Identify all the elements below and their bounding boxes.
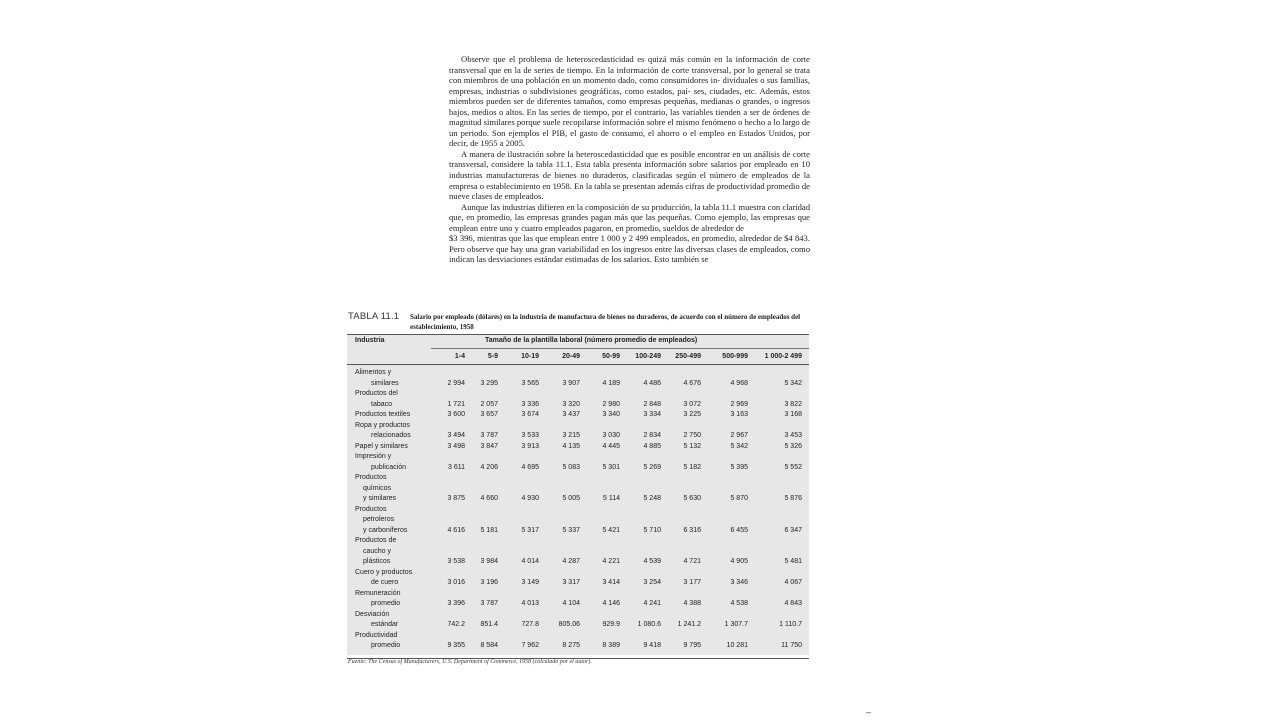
table-cell: 4 445 <box>602 442 620 450</box>
row-label-line: de cuero <box>371 579 399 586</box>
row-label-line: químicos <box>363 484 392 492</box>
table-cell: 4 067 <box>784 579 802 586</box>
row-label-line: Productos de <box>355 537 397 544</box>
table-cell: 929.9 <box>602 621 620 628</box>
table-cell: 3 215 <box>562 432 580 439</box>
table-cell: 1 307.7 <box>724 621 748 628</box>
row-label <box>355 631 431 652</box>
table-cell: 3 254 <box>643 579 661 586</box>
row-label-line: Remuneración <box>355 589 401 597</box>
table-cell: 5 552 <box>784 463 802 471</box>
row-label-line: tabaco <box>371 400 393 408</box>
row-label-line: Papel y similares <box>355 442 408 450</box>
row-label-line: Productos <box>355 474 387 481</box>
row-label-line: Productos textiles <box>355 411 411 418</box>
row-label <box>355 568 431 589</box>
table-cell: 1 721 <box>447 400 465 408</box>
table-header-industry: Industria <box>355 337 385 344</box>
table-cell: 3 163 <box>730 411 748 418</box>
row-label-line: Productividad <box>355 631 398 639</box>
table-cell: 4 388 <box>683 600 701 607</box>
row-label-line: Cuero y productos <box>355 568 413 576</box>
table-cell: 4 721 <box>683 558 701 565</box>
table-cell: 3 396 <box>447 600 465 607</box>
body-text <box>449 54 810 265</box>
table-cell: 2 848 <box>643 400 661 408</box>
table-cell: 3 913 <box>521 442 539 450</box>
table-cell: 3 984 <box>480 558 498 565</box>
table-cell: 5 182 <box>683 463 701 471</box>
row-label-line: Alimentos y <box>355 369 392 376</box>
table-cell: 3 875 <box>447 495 465 502</box>
table-cell: 4 241 <box>643 600 661 607</box>
table-cell: 5 317 <box>521 526 539 534</box>
table-cell: 9 418 <box>643 642 661 649</box>
table-cell: 5 630 <box>683 495 701 502</box>
table-cell: 1 080.6 <box>637 621 661 628</box>
page-footer-mark: – <box>866 707 872 717</box>
table-cell: 3 907 <box>562 379 580 387</box>
table-cell: 4 014 <box>521 558 539 565</box>
table-cell: 5 342 <box>730 442 748 450</box>
row-label-line: Ropa y productos <box>355 421 410 429</box>
table-cell: 4 905 <box>730 558 748 565</box>
table-cell: 4 539 <box>643 558 661 565</box>
table-cell: 4 660 <box>480 495 498 502</box>
table-header-rule <box>347 364 809 365</box>
table-cell: 5 342 <box>784 379 802 387</box>
table-cell: 3 225 <box>683 411 701 418</box>
row-label-line: similares <box>371 379 399 387</box>
row-label <box>355 473 431 505</box>
table-cell: 4 486 <box>643 379 661 387</box>
table-cell: 5 876 <box>784 495 802 502</box>
row-label-line: caucho y <box>363 547 392 555</box>
table-cell: 6 316 <box>683 526 701 534</box>
column-header: 20-49 <box>562 353 580 360</box>
table-cell: 5 181 <box>480 526 498 534</box>
table-cell: 3 295 <box>480 379 498 387</box>
table-cell: 5 005 <box>562 495 580 502</box>
table-cell: 2 969 <box>730 400 748 408</box>
table-cell: 5 326 <box>784 442 802 450</box>
column-header: 500-999 <box>722 353 748 360</box>
data-table <box>347 334 809 655</box>
table-cell: 3 334 <box>643 411 661 418</box>
row-label <box>355 452 431 473</box>
table-cell: 3 336 <box>521 400 539 408</box>
table-cell: 3 657 <box>480 411 498 418</box>
row-label-line: promedio <box>371 600 401 607</box>
table-cell: 742.2 <box>447 621 465 628</box>
table-cell: 3 611 <box>448 463 465 471</box>
table-cell: 5 337 <box>562 526 580 534</box>
column-header: 50-99 <box>602 353 620 360</box>
row-label-line: Desviación <box>355 610 390 618</box>
table-cell: 4 287 <box>562 558 580 565</box>
row-label-line: promedio <box>371 642 401 649</box>
column-header: 1-4 <box>454 353 465 360</box>
table-cell: 3 437 <box>562 411 580 418</box>
table-cell: 5 710 <box>643 526 661 534</box>
table-cell: 8 275 <box>562 642 580 649</box>
table-cell: 5 481 <box>784 558 802 565</box>
table-cell: 4 135 <box>562 442 580 450</box>
table-cell: 10 281 <box>726 642 748 649</box>
table-cell: 7 962 <box>521 642 539 649</box>
table-cell: 4 695 <box>521 463 539 471</box>
table-cell: 3 177 <box>683 579 701 586</box>
table-cell: 5 421 <box>602 526 620 534</box>
table-cell: 1 241.2 <box>677 621 701 628</box>
column-header: 250-499 <box>675 353 701 360</box>
table-cell: 4 221 <box>602 558 620 565</box>
row-label <box>355 536 431 568</box>
row-label <box>355 368 431 389</box>
table-cell: 9 795 <box>683 642 701 649</box>
table-cell: 805.06 <box>558 621 580 628</box>
table-cell: 4 206 <box>480 463 498 471</box>
row-label-line: y similares <box>363 495 397 502</box>
table-cell: 8 389 <box>602 642 620 649</box>
table-cell: 4 189 <box>602 379 620 387</box>
table-cell: 4 616 <box>447 526 465 534</box>
row-label-line: Productos <box>355 505 387 513</box>
table-cell: 3 822 <box>784 400 802 408</box>
table-subheader-rule <box>431 348 809 349</box>
table-label: TABLA 11.1 <box>348 311 400 322</box>
table-cell: 2 057 <box>480 400 498 408</box>
table-cell: 3 533 <box>521 432 539 439</box>
column-header: 5-9 <box>487 353 498 360</box>
column-header: 100-249 <box>635 353 661 360</box>
table-cell: 2 967 <box>730 432 748 439</box>
table-cell: 3 030 <box>602 432 620 439</box>
column-header: 10-19 <box>521 353 539 360</box>
table-cell: 6 455 <box>730 526 748 534</box>
table-cell: 5 269 <box>643 463 661 471</box>
table-cell: 2 980 <box>602 400 620 408</box>
table-cell: 3 317 <box>562 579 580 586</box>
table-top-rule <box>347 334 809 335</box>
table-cell: 4 013 <box>521 600 539 607</box>
row-label-line: relacionados <box>371 432 411 439</box>
table-cell: 3 498 <box>447 442 465 450</box>
table-cell: 3 072 <box>683 400 701 408</box>
paragraph-4: $3 396, mientras que las que emplean entre 1 000 y 2 499 empleados, en promedio, alrededor de $4 843. Pero observe que hay una gran variabilidad en los ingresos entre las diversas clases de empleados, como indican las desviaciones estándar estimadas de los salarios. Esto también se <box>449 233 810 265</box>
table-cell: 2 994 <box>447 379 465 387</box>
paragraph-3: Aunque las industrias difieren en la composición de su producción, la tabla 11.1 muestra con claridad que, en promedio, las empresas grandes pagan más que las pequeñas. Como ejemplo, las empresas que emplean entre uno y cuatro empleados pagaron, en promedio, sueldos de alrededor de <box>449 201 810 233</box>
table-cell: 5 301 <box>602 463 620 471</box>
table-header-size: Tamaño de la plantilla laboral (número promedio de empleados) <box>485 337 698 344</box>
table-cell: 4 146 <box>602 600 620 607</box>
table-cell: 4 930 <box>521 495 539 502</box>
table-cell: 4 676 <box>683 379 701 387</box>
column-header: 1 000-2 499 <box>764 353 802 360</box>
row-label-line: Impresión y <box>355 453 392 460</box>
table-cell: 3 453 <box>784 432 802 439</box>
table-cell: 2 750 <box>683 432 701 439</box>
row-label <box>355 442 431 453</box>
table-cell: 3 016 <box>447 579 465 586</box>
paragraph-1: Observe que el problema de heteroscedasticidad es quizá más común en la información de corte transversal que en la de series de tiempo. En la información de corte transversal, por lo general se trata con miembros de una población en un momento dado, como consumidores in- dividuales o sus familias, empresas, industrias o subdivisiones geográficas, como estados, paí- ses, ciudades, etc. Además, estos miembros pueden ser de diferentes tamaños, como empresas pequeñas, medianas o grandes, o ingresos bajos, medios o altos. En las series de tiempo, por el contrario, las variables tienden a ser de órdenes de magnitud similares porque suele recopilarse información sobre el mismo fenómeno o hecho a lo largo de un periodo. Son ejemplos el PIB, el gasto de consumo, el ahorro o el empleo en Estados Unidos, por decir, de 1955 a 2005. <box>449 54 810 149</box>
table-cell: 2 834 <box>643 432 661 439</box>
row-label <box>355 389 431 410</box>
table-cell: 11 750 <box>781 642 802 649</box>
table-cell: 8 584 <box>480 642 498 649</box>
table-cell: 3 340 <box>602 411 620 418</box>
table-cell: 3 494 <box>447 432 465 439</box>
row-label-line: plásticos <box>363 558 391 565</box>
table-cell: 3 847 <box>480 442 498 450</box>
table-title: Salario por empleado (dólares) en la industria de manufactura de bienes no duraderos, de acuerdo con el número de empleados del establecimiento, 1958 <box>410 313 801 331</box>
table-cell: 5 114 <box>603 495 620 502</box>
table-source: Fuente: The Census of Manufacturers, U.S. Department of Commerce, 1958 (calculado por el autor). <box>348 659 592 665</box>
table-cell: 5 132 <box>683 442 701 450</box>
table-cell: 5 870 <box>730 495 748 502</box>
table-cell: 3 149 <box>521 579 539 586</box>
row-label <box>355 610 431 631</box>
table-cell: 4 885 <box>643 442 661 450</box>
table-cell: 3 320 <box>562 400 580 408</box>
table-cell: 5 083 <box>562 463 580 471</box>
table-cell: 727.8 <box>521 621 539 628</box>
row-label-line: estándar <box>371 621 399 628</box>
row-label-line: Productos del <box>355 390 398 397</box>
row-label <box>355 589 431 610</box>
table-cell: 3 787 <box>480 432 498 439</box>
table-cell: 3 565 <box>521 379 539 387</box>
row-label <box>355 410 431 421</box>
row-label <box>355 421 431 442</box>
table-cell: 1 110.7 <box>779 621 802 628</box>
table-cell: 4 538 <box>730 600 748 607</box>
table-cell: 3 600 <box>447 411 465 418</box>
table-cell: 3 346 <box>730 579 748 586</box>
row-label-line: petroleros <box>363 516 395 523</box>
row-label-line: y carboníferos <box>363 526 408 534</box>
table-cell: 5 395 <box>730 463 748 471</box>
table-cell: 4 104 <box>562 600 580 607</box>
table-cell: 4 968 <box>730 379 748 387</box>
table-cell: 3 414 <box>602 579 620 586</box>
table-cell: 3 196 <box>480 579 498 586</box>
table-cell: 9 355 <box>447 642 465 649</box>
table-cell: 3 538 <box>447 558 465 565</box>
table-cell: 5 248 <box>643 495 661 502</box>
table-cell: 3 787 <box>480 600 498 607</box>
table-cell: 3 168 <box>784 411 802 418</box>
table-cell: 3 674 <box>521 411 539 418</box>
row-label-line: publicación <box>371 463 407 471</box>
table-cell: 4 843 <box>784 600 802 607</box>
row-label <box>355 505 431 537</box>
table-cell: 6 347 <box>784 526 802 534</box>
table-cell: 851.4 <box>480 621 498 628</box>
paragraph-2: A manera de ilustración sobre la heteroscedasticidad que es posible encontrar en un análisis de corte transversal, considere la tabla 11.1. Esta tabla presenta información sobre salarios por empleado en 10 industrias manufactureras de bienes no duraderos, clasificadas según el número de empleados de la empresa o establecimiento en 1958. En la tabla se presentan además cifras de productividad promedio de nueve clases de empleados. <box>449 148 810 202</box>
